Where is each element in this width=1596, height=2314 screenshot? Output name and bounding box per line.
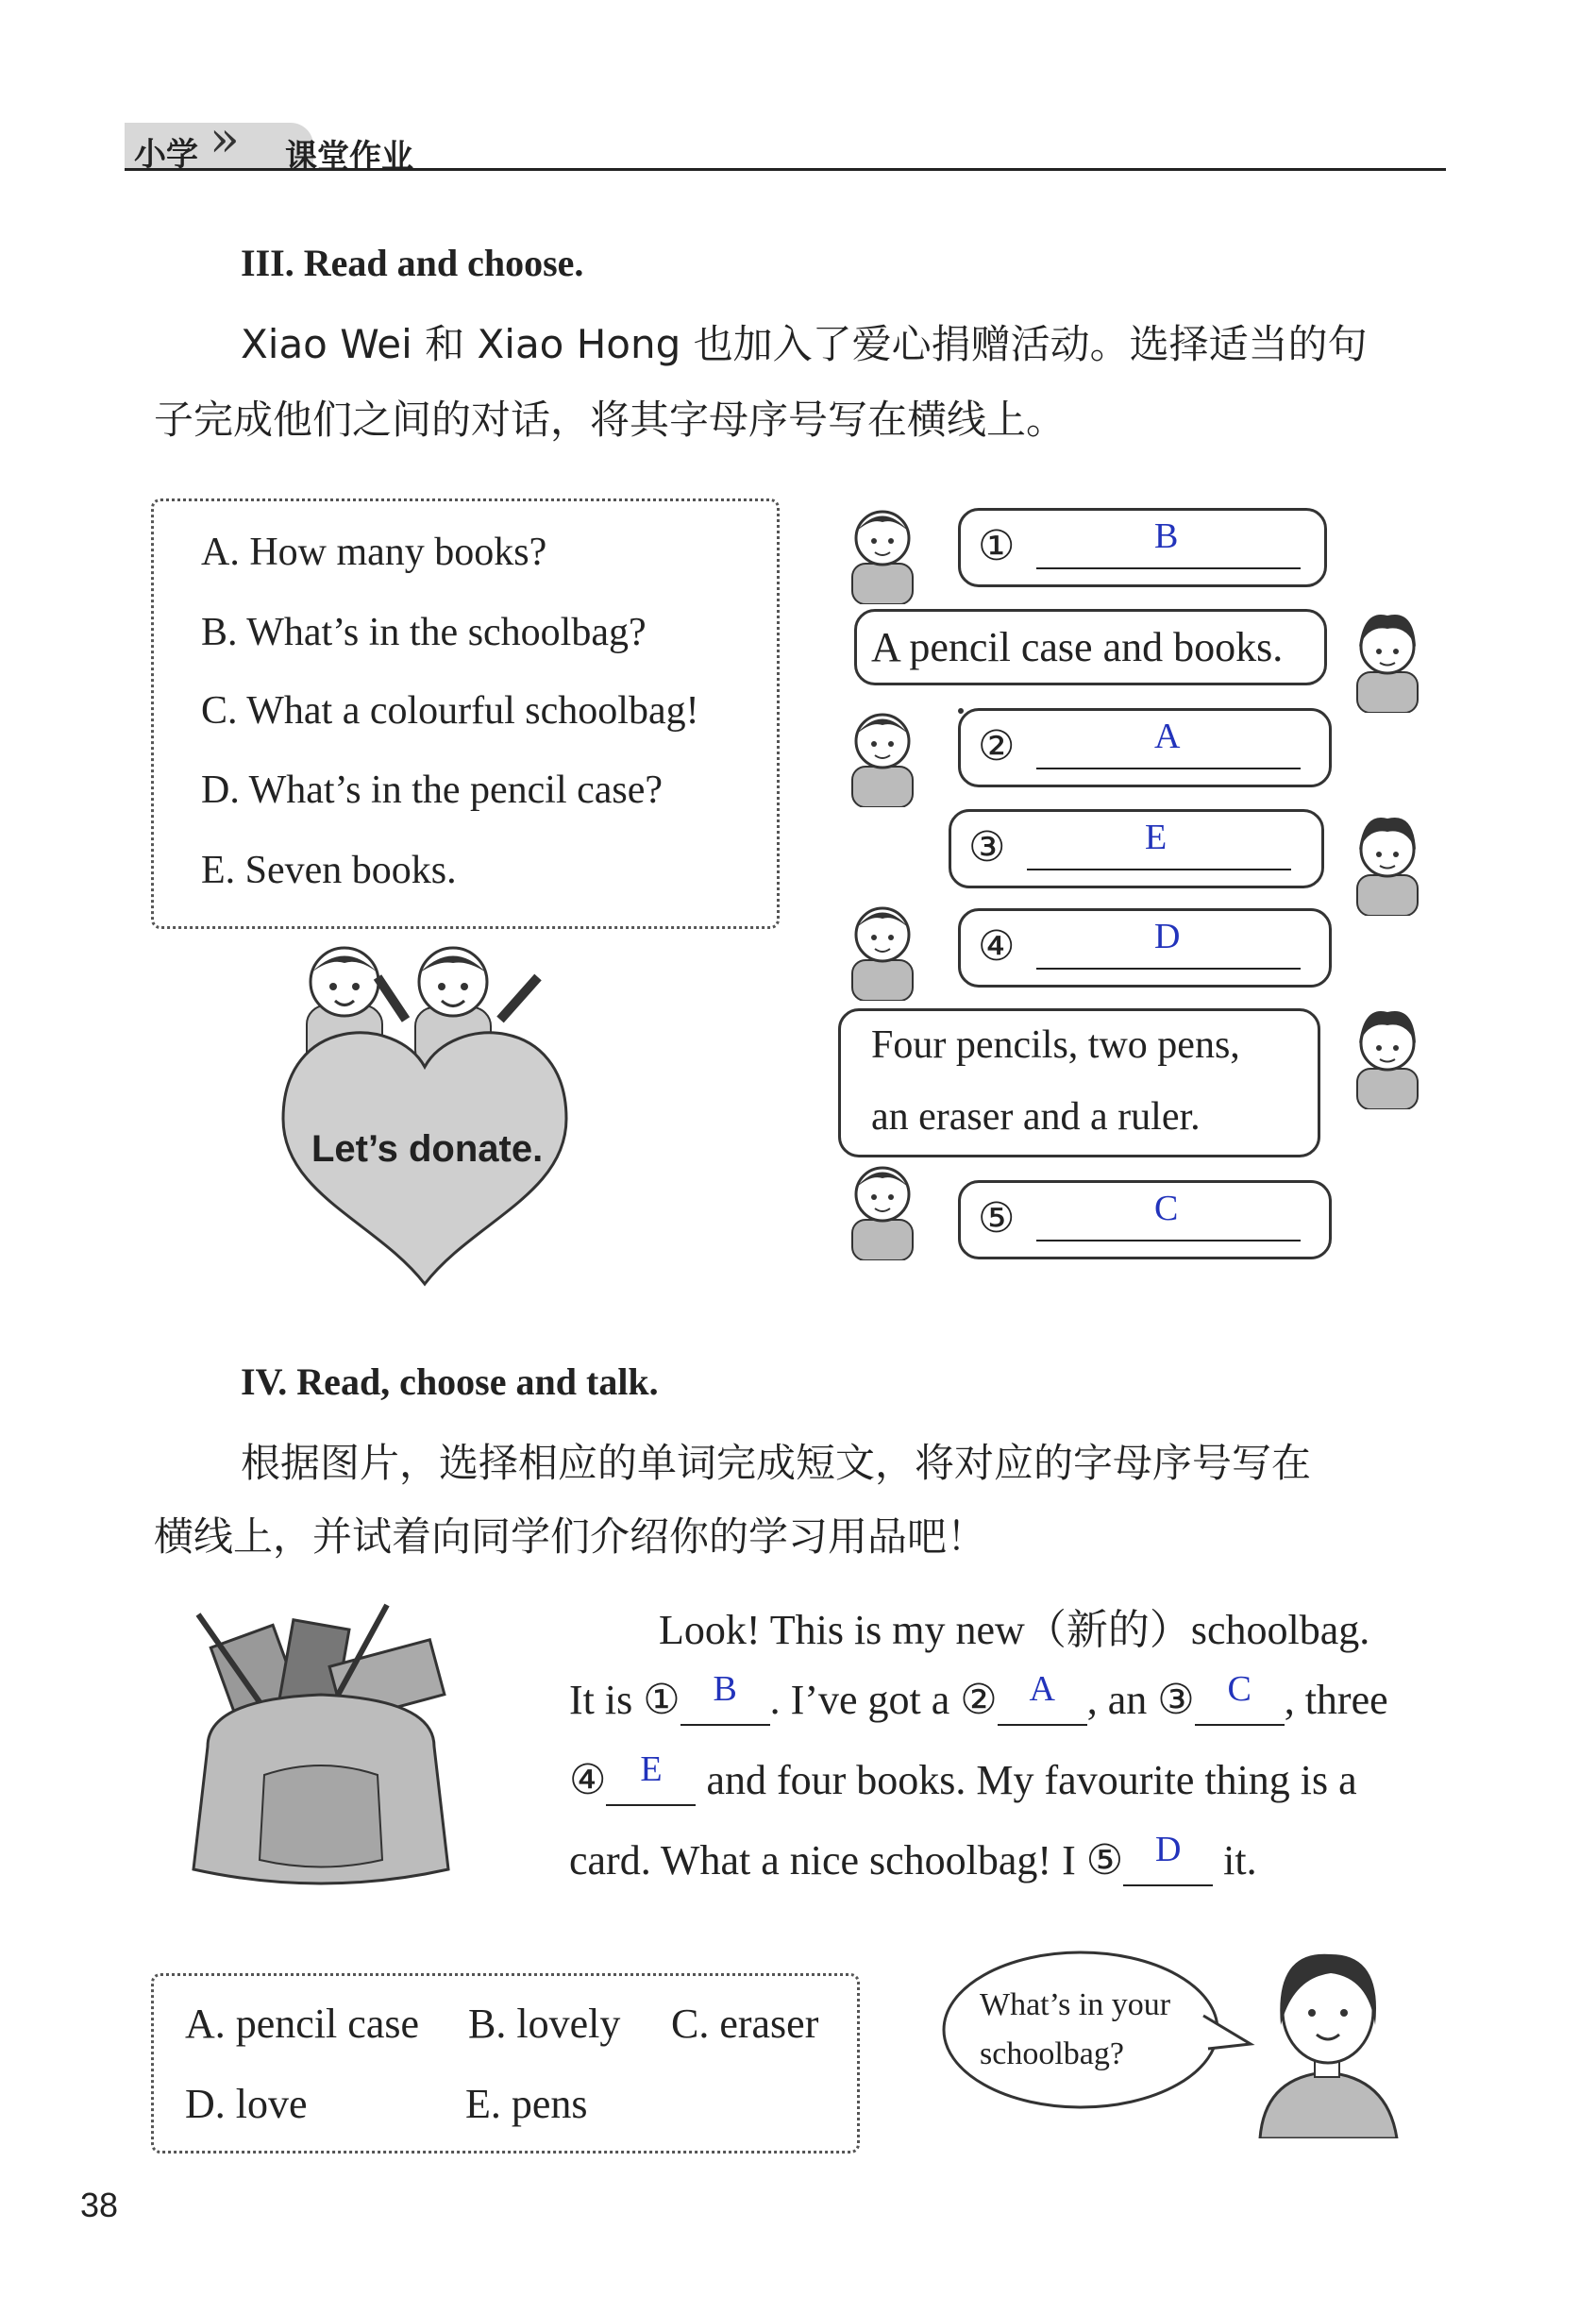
heart-illustration bbox=[264, 939, 623, 1298]
word-option-d: D. love bbox=[185, 2081, 308, 2127]
boy-avatar-icon bbox=[845, 699, 920, 807]
dialogue-num-4: ④ bbox=[978, 923, 1016, 970]
passage-answer-2: A bbox=[1029, 1669, 1055, 1709]
dialogue-bubble-3 bbox=[958, 708, 964, 714]
section3-instruction-2: 子完成他们之间的对话，将其字母序号写在横线上。 bbox=[154, 397, 1067, 443]
section3-title: III. Read and choose. bbox=[241, 242, 584, 284]
option-d: D. What’s in the pencil case? bbox=[201, 769, 664, 812]
answer-5: C bbox=[1154, 1189, 1179, 1228]
word-option-e: E. pens bbox=[465, 2081, 588, 2127]
passage-l3b: and four books. My favourite thing is a bbox=[696, 1757, 1357, 1803]
passage-line-1: Look! This is my new（新的）schoolbag. bbox=[659, 1607, 1370, 1653]
passage-l2c: , an ③ bbox=[1086, 1677, 1195, 1723]
passage-line-3 bbox=[569, 1749, 1357, 1806]
passage-l2b: . I’ve got a ② bbox=[769, 1677, 998, 1723]
blank-line[interactable] bbox=[1036, 968, 1301, 970]
option-e: E. Seven books. bbox=[201, 849, 457, 892]
dialogue-bubble-4 bbox=[949, 809, 1324, 888]
word-option-b: B. lovely bbox=[468, 2001, 621, 2047]
dialogue-text-2: A pencil case and books. bbox=[871, 624, 1284, 670]
section3-instruction-1: Xiao Wei 和 Xiao Hong 也加入了爱心捐赠活动。选择适当的句 bbox=[241, 321, 1368, 367]
answer-4: D bbox=[1154, 917, 1181, 956]
passage-l2d: , three bbox=[1284, 1677, 1388, 1723]
dialogue-num-2: ② bbox=[978, 723, 1016, 769]
boy-avatar-icon bbox=[845, 496, 920, 604]
header-chevron-icon: » bbox=[210, 111, 240, 168]
answer-1: B bbox=[1154, 516, 1179, 556]
word-option-c: C. eraser bbox=[671, 2001, 819, 2047]
dialogue-bubble-7 bbox=[958, 1180, 1332, 1259]
dialogue-bubble-1 bbox=[958, 508, 1327, 587]
dialogue-bubble-3-frame bbox=[958, 708, 1332, 787]
dialogue-num-3: ③ bbox=[968, 824, 1006, 870]
passage-l2a: It is ① bbox=[569, 1677, 680, 1723]
schoolbag-illustration bbox=[170, 1596, 472, 1907]
speech-line-2: schoolbag? bbox=[980, 2036, 1124, 2071]
answer-3: E bbox=[1145, 818, 1168, 857]
answer-2: A bbox=[1154, 717, 1181, 756]
passage-answer-1: B bbox=[713, 1669, 737, 1709]
passage-line-4 bbox=[569, 1830, 1257, 1886]
boy-avatar-icon bbox=[845, 892, 920, 1001]
passage-blank-2[interactable] bbox=[998, 1669, 1087, 1726]
section4-instruction-2: 横线上，并试着向同学们介绍你的学习用品吧！ bbox=[154, 1513, 987, 1560]
speech-line-1: What’s in your bbox=[980, 1987, 1171, 2022]
passage-blank-1[interactable] bbox=[680, 1669, 770, 1726]
word-options-box bbox=[151, 1973, 860, 2154]
dialogue-bubble-5 bbox=[958, 908, 1332, 988]
passage-answer-4: E bbox=[640, 1749, 663, 1789]
header-title: 课堂作业 bbox=[285, 138, 413, 176]
blank-line[interactable] bbox=[1036, 768, 1301, 769]
teacher-figure bbox=[1251, 1935, 1406, 2138]
blank-line[interactable] bbox=[1027, 869, 1291, 870]
option-c: C. What a colourful schoolbag! bbox=[201, 689, 699, 733]
option-a: A. How many books? bbox=[201, 531, 547, 574]
passage-l3a: ④ bbox=[569, 1757, 607, 1803]
dialogue-bubble-6 bbox=[838, 1008, 1320, 1157]
header-level: 小学 bbox=[134, 136, 198, 174]
dialogue-num-5: ⑤ bbox=[978, 1195, 1016, 1241]
page-number: 38 bbox=[80, 2186, 119, 2224]
blank-line[interactable] bbox=[1036, 1240, 1301, 1241]
dialogue-num-1: ① bbox=[978, 523, 1016, 569]
passage-blank-4[interactable] bbox=[606, 1749, 696, 1806]
header-divider bbox=[125, 168, 1446, 171]
section4-instruction-1: 根据图片，选择相应的单词完成短文，将对应的字母序号写在 bbox=[241, 1440, 1312, 1486]
passage-blank-5[interactable] bbox=[1123, 1830, 1213, 1886]
passage-blank-3[interactable] bbox=[1195, 1669, 1285, 1726]
options-box bbox=[151, 498, 780, 929]
dialogue-text-6a: Four pencils, two pens, bbox=[871, 1023, 1240, 1067]
heart-text: Let’s donate. bbox=[311, 1128, 544, 1170]
word-option-a: A. pencil case bbox=[185, 2001, 419, 2047]
dialogue-bubble-2 bbox=[854, 609, 1327, 685]
passage-line-2 bbox=[569, 1669, 1388, 1726]
boy-avatar-icon bbox=[845, 1152, 920, 1260]
speech-bubble-shape bbox=[939, 1945, 1260, 2115]
passage-l4b: it. bbox=[1213, 1837, 1257, 1883]
girl-avatar-icon bbox=[1350, 604, 1425, 713]
section4-title: IV. Read, choose and talk. bbox=[241, 1360, 659, 1403]
passage-answer-3: C bbox=[1227, 1669, 1252, 1709]
passage-answer-5: D bbox=[1154, 1830, 1182, 1869]
girl-avatar-icon bbox=[1350, 1001, 1425, 1109]
blank-line[interactable] bbox=[1036, 567, 1301, 569]
passage-l4a: card. What a nice schoolbag! I ⑤ bbox=[569, 1837, 1124, 1883]
girl-avatar-icon bbox=[1350, 807, 1425, 916]
dialogue-text-6b: an eraser and a ruler. bbox=[871, 1095, 1201, 1139]
option-b: B. What’s in the schoolbag? bbox=[201, 611, 647, 654]
